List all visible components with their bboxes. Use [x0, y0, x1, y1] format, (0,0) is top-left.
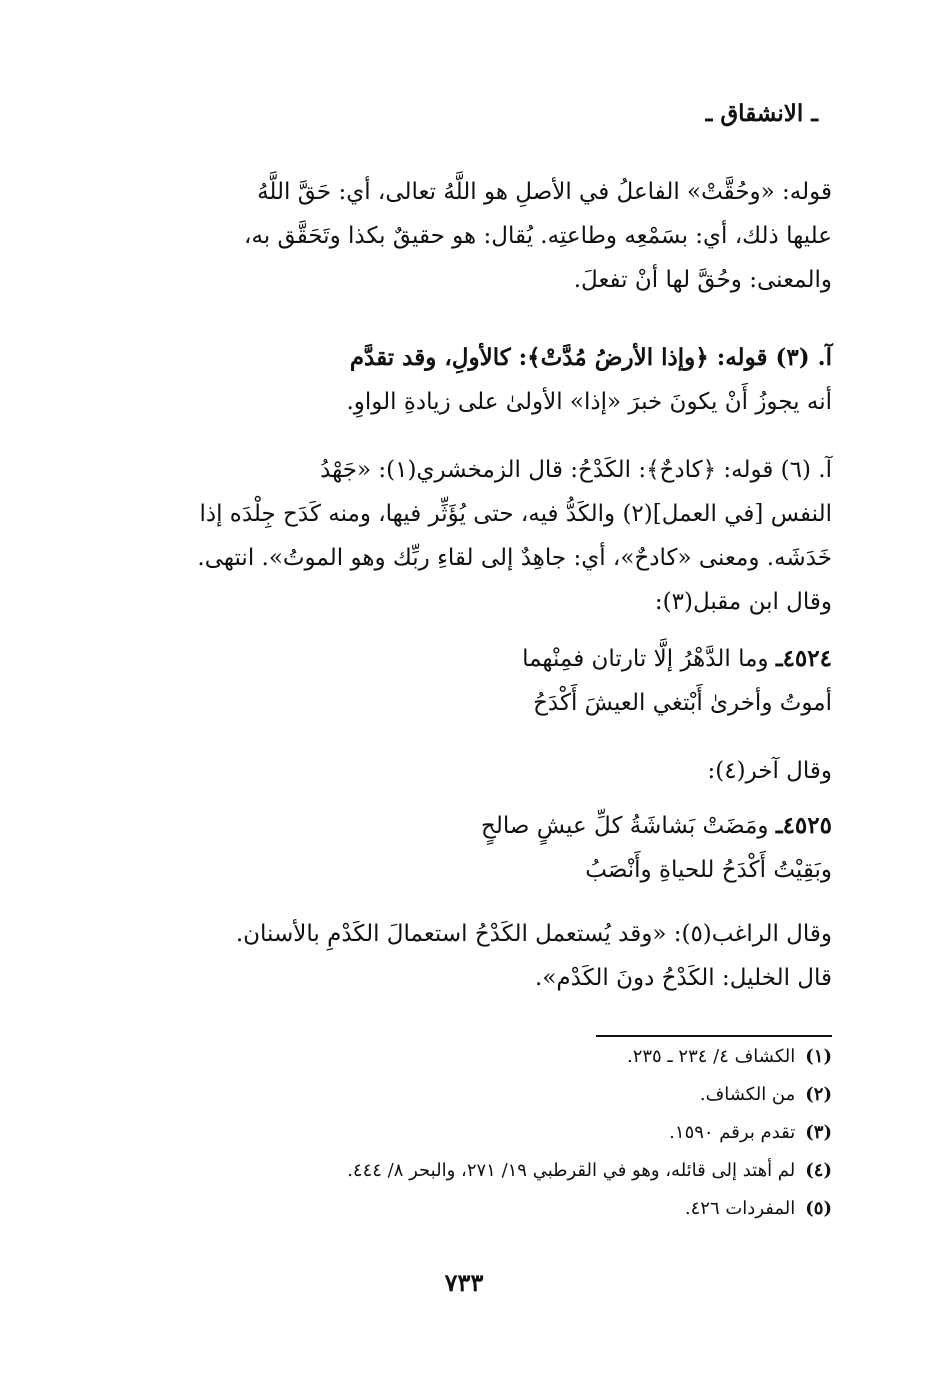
verse-2-intro: وقال آخر(٤): [707, 758, 832, 784]
paragraph-line: وقال الراغب(٥): «وقد يُستعمل الكَدْحُ استعمالَ الكَدْمِ بالأسنان. [235, 921, 832, 947]
page-number: ٧٣٣ [444, 1268, 484, 1297]
paragraph-line: آ. (٦) قوله: ﴿كادحٌ﴾: الكَدْحُ: قال الزمخشري(١): «جَهْدُ [320, 457, 832, 483]
paragraph-line: أنه يجوزُ أَنْ يكونَ خبرَ «إذا» الأولىٰ على زيادةِ الواوِ. [346, 389, 832, 415]
footnote-4 [347, 1160, 832, 1181]
verse-number: ٤٥٢٥ـ [775, 812, 832, 839]
paragraph-3 [92, 448, 832, 624]
footnote-number: (٤) [805, 1160, 832, 1181]
footnote-5 [685, 1198, 832, 1219]
running-header: ـ الانشقاق ـ [705, 100, 818, 127]
footnote-3 [669, 1122, 832, 1143]
paragraph-4 [92, 912, 832, 1000]
paragraph-line: والمعنى: وحُقَّ لها أنْ تفعلَ. [573, 267, 832, 293]
verse-1-first-hemistich [522, 645, 832, 672]
footnote-text: المفردات ٤٢٦. [684, 1198, 796, 1219]
paragraph-line: قال الخليل: الكَدْحُ دونَ الكَدْم». [535, 965, 832, 991]
verse-text: ومَضَتْ بَشاشَةُ كلِّ عيشٍ صالحٍ [481, 813, 769, 839]
footnote-text: الكشاف ٤/ ٢٣٤ ـ ٢٣٥. [626, 1046, 796, 1067]
paragraph-line: عليها ذلك، أي: بسَمْعِه وطاعتِه. يُقال: هو حقيقٌ بكذا وتَحَقَّق به، [244, 223, 832, 249]
footnote-1 [627, 1046, 832, 1067]
footnote-number: (٣) [805, 1122, 832, 1143]
footnote-divider [596, 1035, 832, 1037]
footnote-text: لم أهتد إلى قائله، وهو في القرطبي ١٩/ ٢٧١، والبحر ٨/ ٤٤٤. [347, 1160, 796, 1181]
paragraph-line: قوله: «وحُقَّتْ» الفاعلُ في الأصلِ هو اللَّهُ تعالى، أي: حَقَّ اللَّهُ [257, 179, 832, 205]
paragraph-line: آ. (٣) قوله: ﴿وإذا الأرضُ مُدَّتْ﴾: كالأولِ، وقد تقدَّم [349, 344, 832, 371]
verse-2-second-hemistich: وبَقِيْتُ أَكْدَحُ للحياةِ وأَنْصَبُ [585, 857, 832, 883]
footnote-number: (١) [805, 1046, 832, 1067]
paragraph-1 [92, 170, 832, 302]
paragraph-line: وقال ابن مقبل(٣): [654, 589, 832, 615]
paragraph-line: النفس [في العمل](٢) والكَدُّ فيه، حتى يُؤَثِّر فيها، ومنه كَدَح جِلْدَه إذا [199, 501, 832, 527]
verse-text: وما الدَّهْرُ إلَّا تارتان فمِنْهما [522, 646, 769, 672]
footnote-text: تقدم برقم ١٥٩٠. [669, 1122, 796, 1143]
paragraph-2 [92, 336, 832, 424]
paragraph-line: خَدَشَه. ومعنى «كادحٌ»، أي: جاهِدٌ إلى لقاءِ ربِّك وهو الموتُ». انتهى. [197, 545, 832, 571]
footnote-number: (٥) [805, 1198, 832, 1219]
verse-2-first-hemistich [481, 812, 832, 839]
footnote-number: (٢) [805, 1084, 832, 1105]
footnote-2 [700, 1084, 832, 1105]
verse-number: ٤٥٢٤ـ [775, 645, 832, 672]
verse-1-second-hemistich: أموتُ وأخرىٰ أَبْتغي العيشَ أَكْدَحُ [533, 690, 832, 716]
footnote-text: من الكشاف. [699, 1084, 796, 1105]
